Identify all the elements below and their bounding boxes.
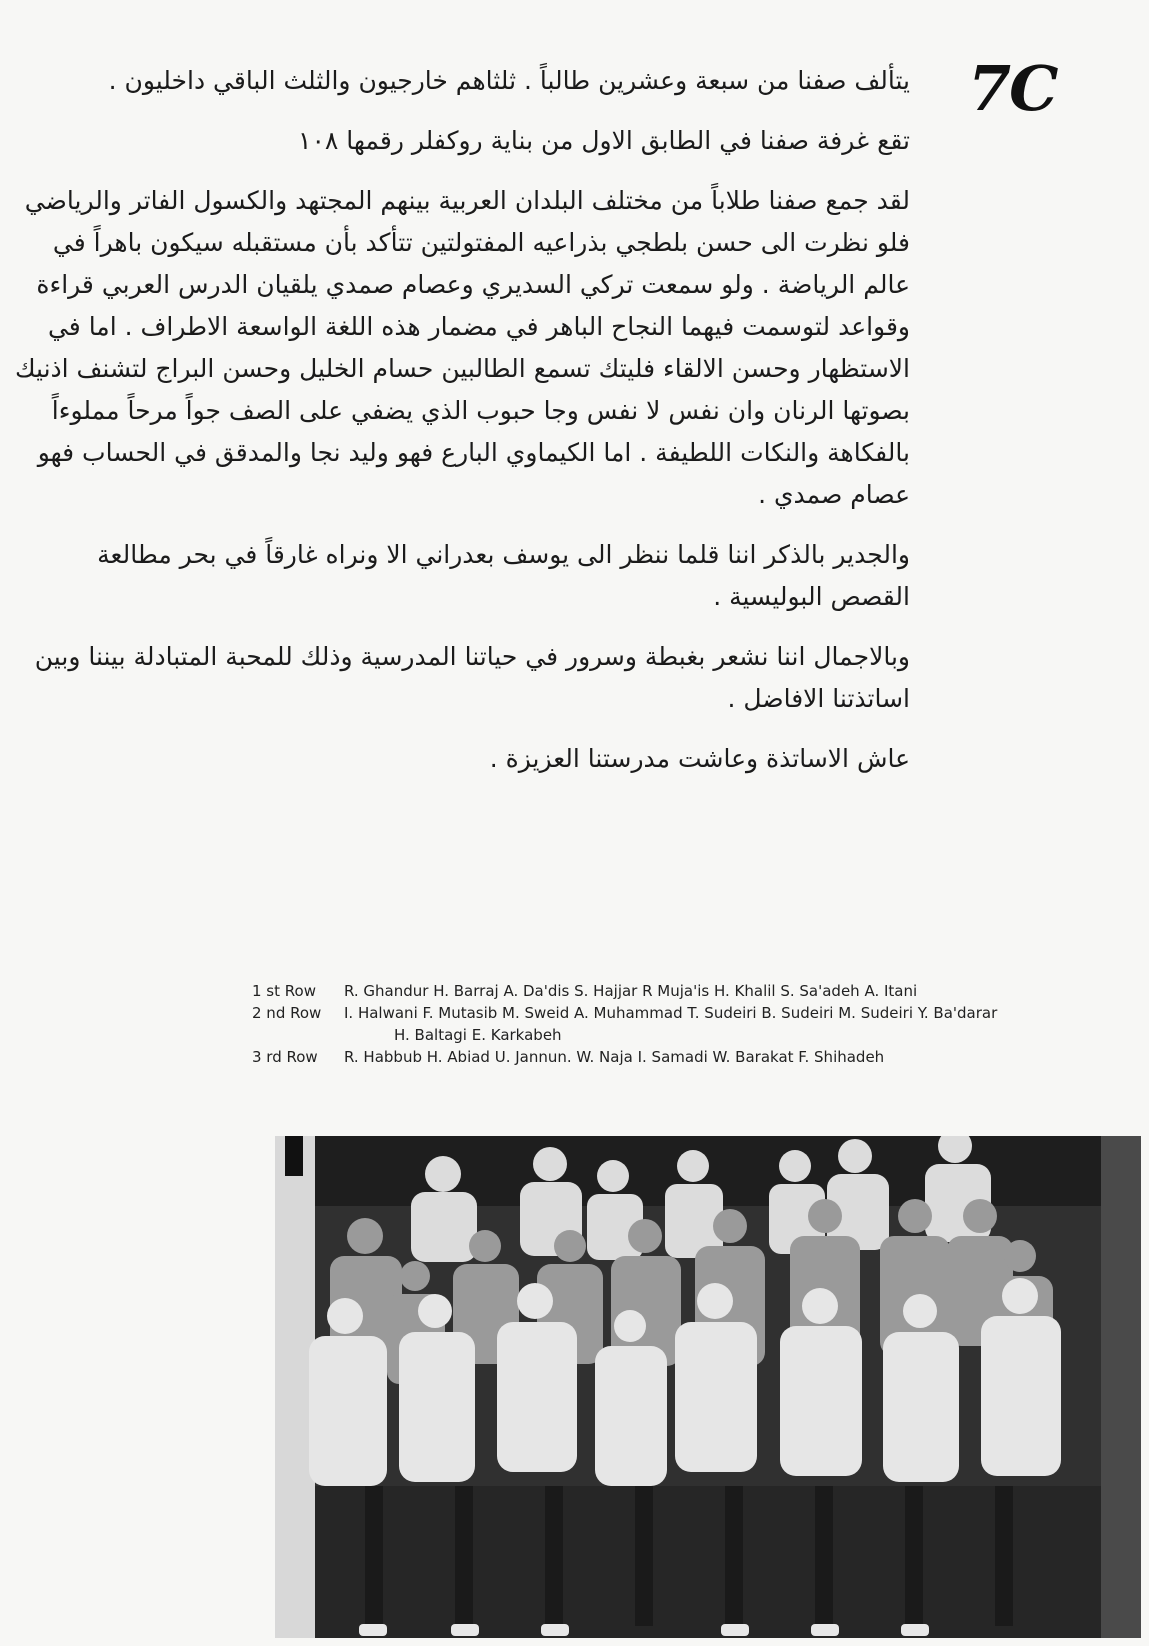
caption-row-1 <box>252 980 1149 1002</box>
class-photo <box>275 1136 1141 1638</box>
class-mark: 7C <box>968 52 1057 125</box>
class-photo-image <box>275 1136 1141 1638</box>
caption-row-3 <box>252 1046 1149 1068</box>
paragraph-room: تقع غرفة صفنا في الطابق الاول من بناية روكفلر رقمها ١٠٨ <box>298 126 910 155</box>
row-names: R. Ghandur H. Barraj A. Da'dis S. Hajjar R Muja'is H. Khalil S. Sa'adeh A. Itani <box>344 982 918 1000</box>
paragraph-summary: وبالاجمال اننا نشعر بغبطة وسرور في حياتنا المدرسية وذلك للمحبة المتبادلة بيننا وبين اساتذتنا الافاضل . <box>34 642 910 713</box>
paragraph-closing: عاش الاساتذة وعاشت مدرستنا العزيزة . <box>489 744 910 773</box>
arabic-text-body <box>10 60 1010 780</box>
caption-row-2 <box>252 1002 1149 1024</box>
row-names: I. Halwani F. Mutasib M. Sweid A. Muhammad T. Sudeiri B. Sudeiri M. Sudeiri Y. Ba'darar <box>344 1004 998 1022</box>
row-label: 3 rd Row <box>252 1048 318 1066</box>
row-label: 1 st Row <box>252 982 316 1000</box>
caption-row-2-continued: H. Baltagi E. Karkabeh <box>394 1026 562 1044</box>
paragraph-reader: والجدير بالذكر اننا قلما ننظر الى يوسف بعدراني الا ونراه غارقاً في بحر مطالعة القصص البوليسية . <box>97 540 910 611</box>
row-label: 2 nd Row <box>252 1004 322 1022</box>
row-names: R. Habbub H. Abiad U. Jannun. W. Naja I. Samadi W. Barakat F. Shihadeh <box>344 1048 885 1066</box>
paragraph-students: لقد جمع صفنا طلاباً من مختلف البلدان العربية بينهم المجتهد والكسول الفاتر والرياضي فلو نظرت الى حسن بلطجي بذراعيه المفتولتين تتأكد بأن مستقبله سيكون باهراً في عالم الرياضة . ولو سمعت تركي السديري وعصام صمدي يلقيان الدرس العربي قراءة وقواعد لتوسمت فيهما النجاح الباهر في مضمار هذه اللغة الواسعة الاطراف . اما في الاستظهار وحسن الالقاء فليتك تسمع الطالبين حسام الخليل وحسن البراج لتشنف اذنيك بصوتها الرنان وان نفس لا نفس وجا حبوب الذي يضفي على الصف جواً مرحاً مملوءاً بالفكاهة والنكات اللطيفة . اما الكيماوي البارع فهو وليد نجا والمدقق في الحساب فهو عصام صمدي . <box>14 186 910 509</box>
paragraph-class-size: يتألف صفنا من سبعة وعشرين طالباً . ثلثاهم خارجيون والثلث الباقي داخليون . <box>108 66 910 95</box>
photo-caption <box>252 980 1149 1068</box>
